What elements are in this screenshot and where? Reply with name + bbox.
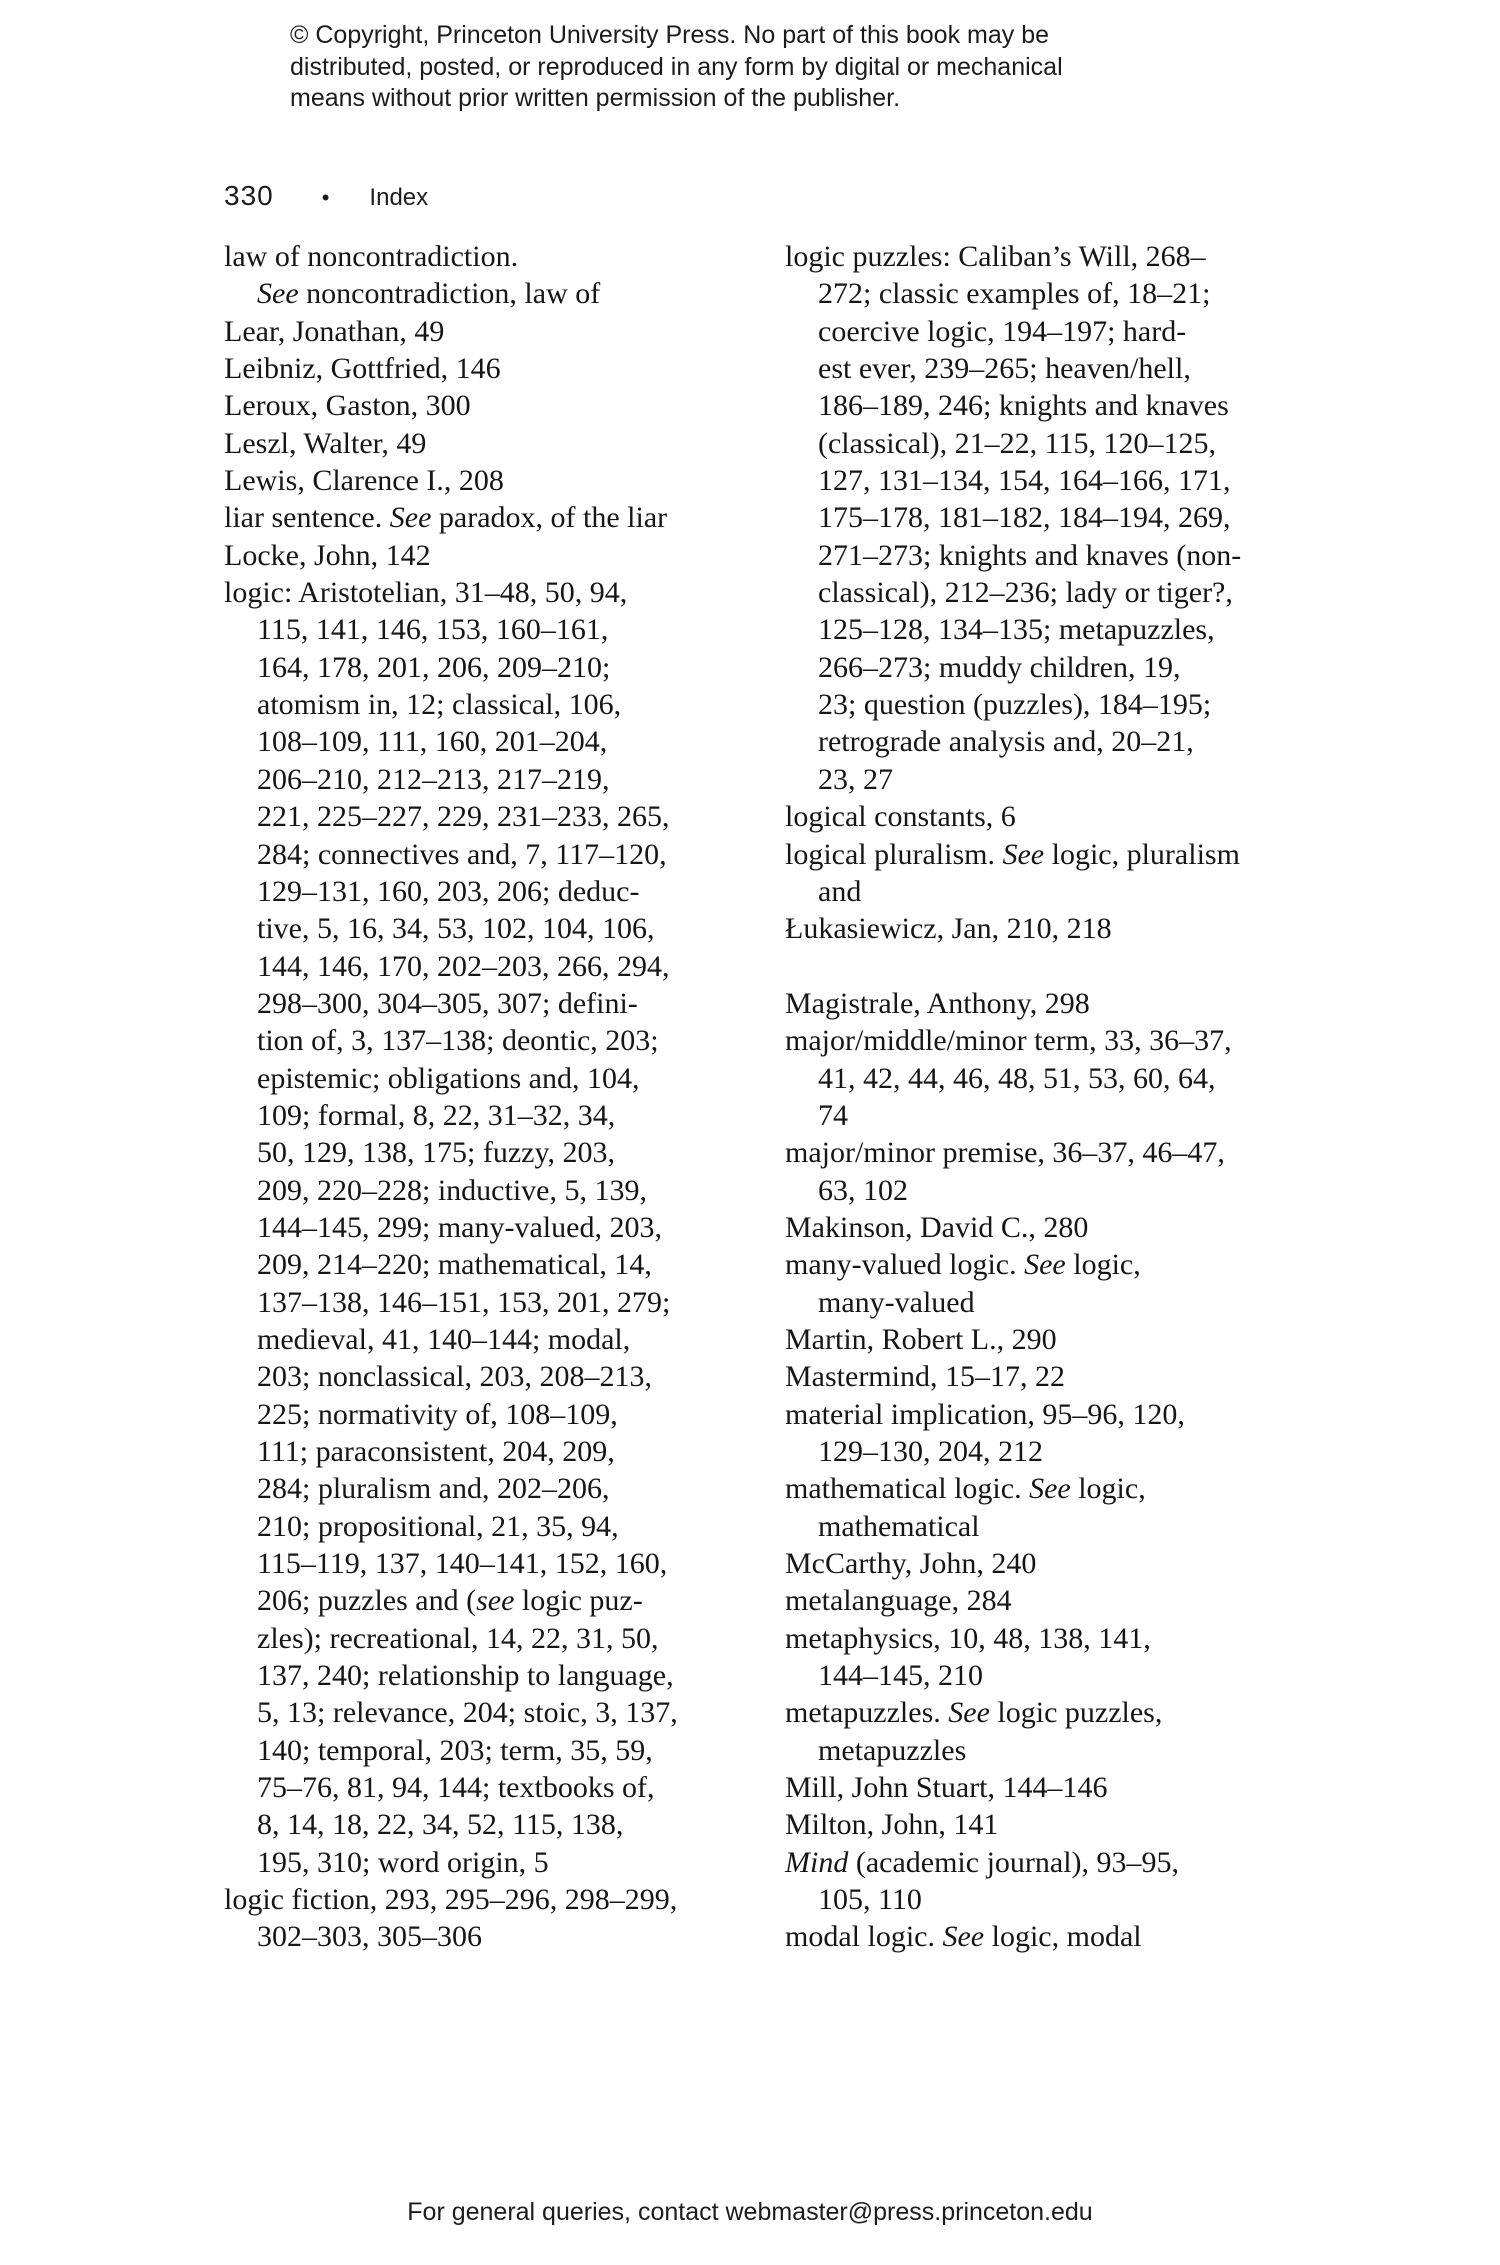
index-line: 129–130, 204, 212 <box>818 1435 1043 1468</box>
index-line: liar sentence. See paradox, of the liar <box>224 501 668 535</box>
index-line: epistemic; obligations and, 104, <box>257 1061 640 1095</box>
index-line: 284; pluralism and, 202–206, <box>257 1472 610 1506</box>
index-line: 225; normativity of, 108–109, <box>257 1397 618 1431</box>
index-line: many-valued <box>818 1285 975 1319</box>
index-line: 137, 240; relationship to language, <box>257 1659 674 1693</box>
index-line: 221, 225–227, 229, 231–233, 265, <box>257 800 670 834</box>
page-number: 330 <box>224 180 274 211</box>
index-line: atomism in, 12; classical, 106, <box>257 688 622 722</box>
copyright-line: © Copyright, Princeton University Press. No part of this book may be <box>290 21 1050 49</box>
index-line: material implication, 95–96, 120, <box>785 1397 1185 1431</box>
index-line: 272; classic examples of, 18–21; <box>818 277 1211 311</box>
index-line: 298–300, 304–305, 307; defini- <box>257 986 638 1020</box>
index-line: Leibniz, Gottfried, 146 <box>224 352 501 386</box>
index-line: 206; puzzles and (see logic puz- <box>257 1584 643 1618</box>
index-line: many-valued logic. See logic, <box>785 1248 1141 1282</box>
index-line: logic puzzles: Caliban’s Will, 268– <box>785 240 1206 273</box>
index-line: 8, 14, 18, 22, 34, 52, 115, 138, <box>257 1808 624 1842</box>
index-line: 302–303, 305–306 <box>257 1920 482 1954</box>
index-line: 209, 214–220; mathematical, 14, <box>257 1248 652 1282</box>
index-line: 210; propositional, 21, 35, 94, <box>257 1509 619 1543</box>
index-line: 111; paraconsistent, 204, 209, <box>257 1435 615 1468</box>
index-line: logical pluralism. See logic, pluralism <box>785 837 1240 871</box>
page-header <box>224 180 428 212</box>
copyright-notice <box>290 20 1063 115</box>
index-column-right <box>785 238 1365 1956</box>
page-footer-contact: For general queries, contact webmaster@press.princeton.edu <box>407 2198 1093 2226</box>
index-line: 129–131, 160, 203, 206; deduc- <box>257 874 640 908</box>
index-line: 23; question (puzzles), 184–195; <box>818 688 1212 722</box>
index-line: 144–145, 299; many-valued, 203, <box>257 1210 662 1244</box>
index-line: 137–138, 146–151, 153, 201, 279; <box>257 1285 671 1319</box>
index-line: 41, 42, 44, 46, 48, 51, 53, 60, 64, <box>818 1061 1216 1095</box>
index-line: law of noncontradiction. <box>224 240 519 273</box>
index-line: metapuzzles <box>818 1733 967 1767</box>
index-line: metaphysics, 10, 48, 138, 141, <box>785 1621 1151 1655</box>
index-line: 5, 13; relevance, 204; stoic, 3, 137, <box>257 1696 678 1730</box>
index-line: 23, 27 <box>818 762 893 796</box>
index-line: McCarthy, John, 240 <box>785 1547 1037 1581</box>
index-line: logic fiction, 293, 295–296, 298–299, <box>224 1883 678 1917</box>
index-line: 206–210, 212–213, 217–219, <box>257 762 610 796</box>
index-line: est ever, 239–265; heaven/hell, <box>818 352 1191 386</box>
index-line: Leszl, Walter, 49 <box>224 426 427 460</box>
index-line: zles); recreational, 14, 22, 31, 50, <box>257 1621 659 1655</box>
index-line: 125–128, 134–135; metapuzzles, <box>818 613 1215 647</box>
index-line: metalanguage, 284 <box>785 1584 1012 1618</box>
index-line: 109; formal, 8, 22, 31–32, 34, <box>257 1098 616 1132</box>
index-line: Makinson, David C., 280 <box>785 1210 1089 1244</box>
index-line: 271–273; knights and knaves (non- <box>818 538 1242 572</box>
index-line: logic: Aristotelian, 31–48, 50, 94, <box>224 576 628 610</box>
index-line: 164, 178, 201, 206, 209–210; <box>257 650 611 684</box>
copyright-line: distributed, posted, or reproduced in any form by digital or mechanical <box>290 52 1063 81</box>
index-line: 209, 220–228; inductive, 5, 139, <box>257 1173 647 1207</box>
index-line: 266–273; muddy children, 19, <box>818 650 1181 684</box>
index-line: 284; connectives and, 7, 117–120, <box>257 837 667 871</box>
index-line: Lewis, Clarence I., 208 <box>224 464 504 498</box>
index-line: 175–178, 181–182, 184–194, 269, <box>818 501 1231 535</box>
copyright-line: means without prior written permission of the publisher. <box>290 84 901 112</box>
index-line <box>785 948 1365 985</box>
index-line: logical constants, 6 <box>785 800 1016 834</box>
index-line: 186–189, 246; knights and knaves <box>818 389 1229 423</box>
index-line: 63, 102 <box>818 1173 908 1207</box>
index-line: Mastermind, 15–17, 22 <box>785 1360 1065 1394</box>
index-line: Magistrale, Anthony, 298 <box>785 986 1090 1020</box>
index-line: 203; nonclassical, 203, 208–213, <box>257 1360 652 1394</box>
header-bullet-separator: • <box>321 185 330 210</box>
index-line: 74 <box>818 1098 848 1132</box>
index-line: 115, 141, 146, 153, 160–161, <box>257 613 609 647</box>
index-line: (classical), 21–22, 115, 120–125, <box>818 426 1216 460</box>
index-line: Locke, John, 142 <box>224 538 431 572</box>
index-line: Łukasiewicz, Jan, 210, 218 <box>785 912 1112 946</box>
index-line: Mill, John Stuart, 144–146 <box>785 1771 1108 1805</box>
index-line: and <box>818 874 862 908</box>
index-line: 108–109, 111, 160, 201–204, <box>257 725 608 759</box>
index-line: Martin, Robert L., 290 <box>785 1322 1057 1356</box>
index-line: 144, 146, 170, 202–203, 266, 294, <box>257 949 670 983</box>
index-line: See noncontradiction, law of <box>257 277 601 311</box>
index-line: mathematical logic. See logic, <box>785 1472 1146 1506</box>
index-line: 195, 310; word origin, 5 <box>257 1845 549 1879</box>
index-line: 105, 110 <box>818 1883 922 1917</box>
index-line: Mind (academic journal), 93–95, <box>785 1845 1180 1879</box>
index-column-left <box>224 238 764 1956</box>
index-line: major/middle/minor term, 33, 36–37, <box>785 1024 1232 1058</box>
index-line: modal logic. See logic, modal <box>785 1920 1142 1954</box>
index-line: 140; temporal, 203; term, 35, 59, <box>257 1733 653 1767</box>
index-line: metapuzzles. See logic puzzles, <box>785 1696 1163 1730</box>
index-line: 127, 131–134, 154, 164–166, 171, <box>818 464 1231 498</box>
section-title: Index <box>369 184 429 211</box>
index-line: retrograde analysis and, 20–21, <box>818 725 1194 759</box>
index-line: 50, 129, 138, 175; fuzzy, 203, <box>257 1136 616 1170</box>
index-line: mathematical <box>818 1509 980 1543</box>
index-line: 75–76, 81, 94, 144; textbooks of, <box>257 1771 655 1805</box>
index-line: classical), 212–236; lady or tiger?, <box>818 576 1233 610</box>
index-line: 144–145, 210 <box>818 1659 983 1693</box>
index-line: Lear, Jonathan, 49 <box>224 314 445 348</box>
index-line: medieval, 41, 140–144; modal, <box>257 1322 631 1356</box>
index-line: tive, 5, 16, 34, 53, 102, 104, 106, <box>257 912 655 946</box>
index-line: Milton, John, 141 <box>785 1808 999 1842</box>
index-line: Leroux, Gaston, 300 <box>224 389 471 423</box>
index-line: major/minor premise, 36–37, 46–47, <box>785 1136 1225 1170</box>
index-line: tion of, 3, 137–138; deontic, 203; <box>257 1024 659 1058</box>
index-line: coercive logic, 194–197; hard- <box>818 314 1187 348</box>
index-line: 115–119, 137, 140–141, 152, 160, <box>257 1547 668 1581</box>
